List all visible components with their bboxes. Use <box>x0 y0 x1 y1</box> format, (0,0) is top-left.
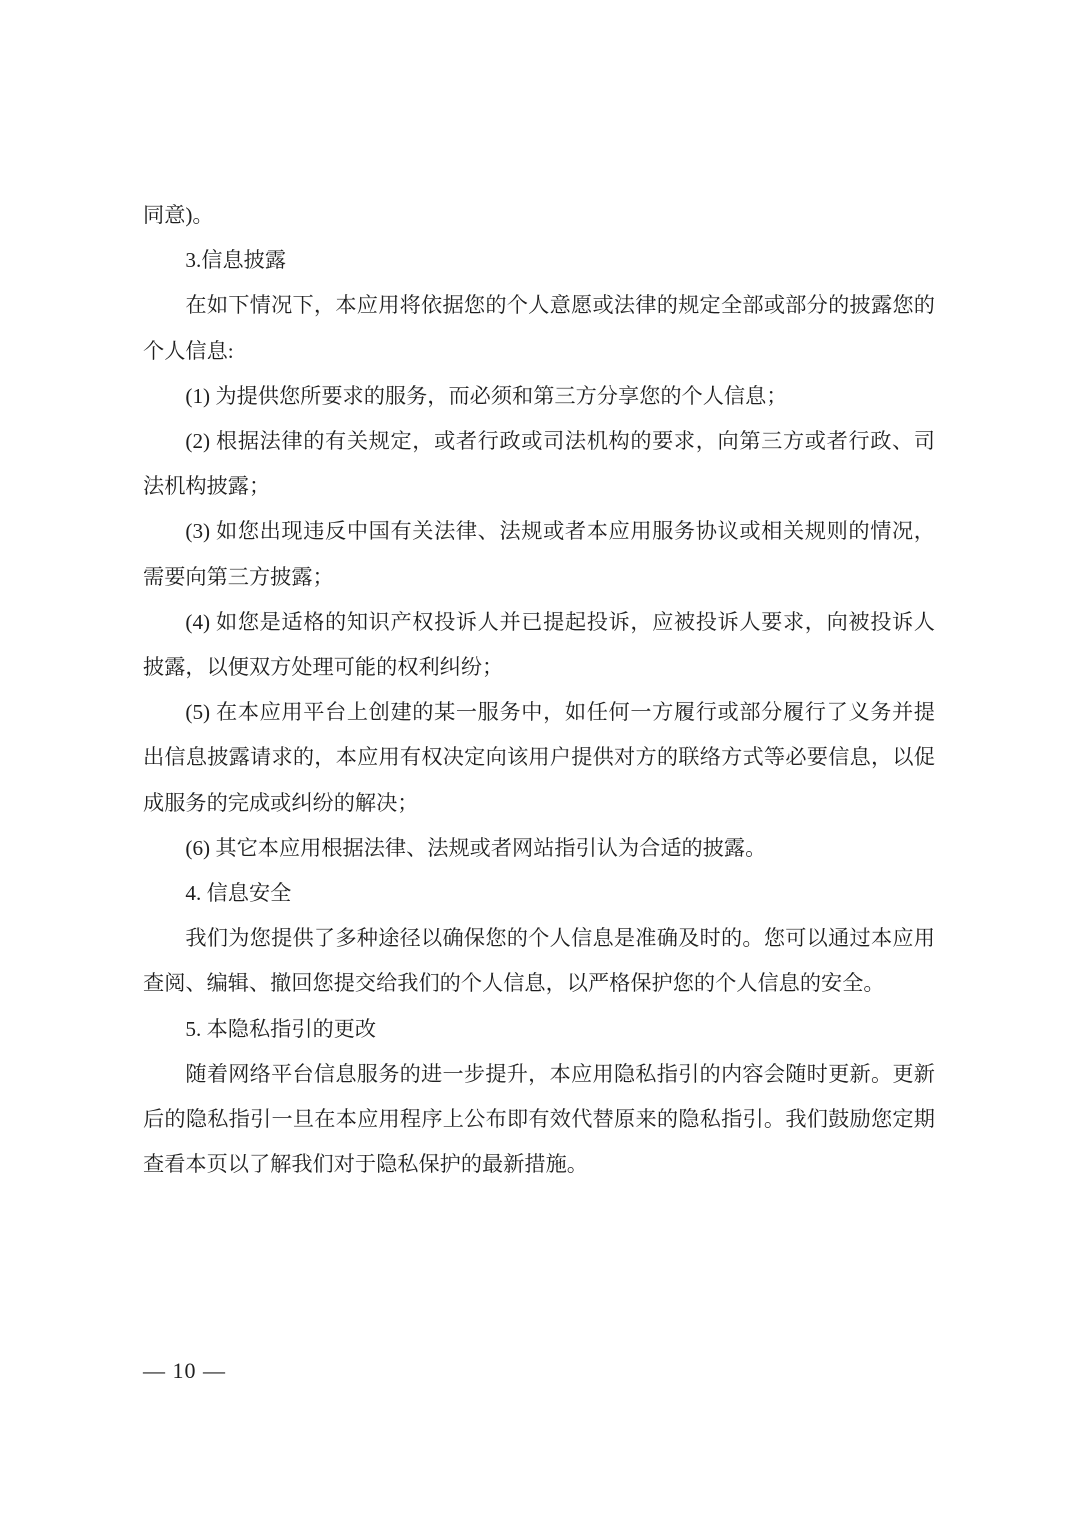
paragraph-policy-update: 随着网络平台信息服务的进一步提升，本应用隐私指引的内容会随时更新。更新后的隐私指引一旦在本应用程序上公布即有效代替原来的隐私指引。我们鼓励您定期查看本页以了解我们对于隐私保护的最新措施。 <box>143 1061 935 1177</box>
list-item-3: (3) 如您出现违反中国有关法律、法规或者本应用服务协议或相关规则的情况，需要向第三方披露； <box>143 519 935 589</box>
heading-section-4-info-security: 4. 信息安全 <box>185 881 292 906</box>
list-item-4: (4) 如您是适格的知识产权投诉人并已提起投诉，应被投诉人要求，向被投诉人披露，以便双方处理可能的权利纠纷； <box>143 609 935 680</box>
list-item-1: (1) 为提供您所要求的服务，而必须和第三方分享您的个人信息； <box>185 383 788 408</box>
list-item-5: (5) 在本应用平台上创建的某一服务中，如任何一方履行或部分履行了义务并提出信息披露请求的，本应用有权决定向该用户提供对方的联络方式等必要信息，以促成服务的完成或纠纷的解决； <box>143 700 935 815</box>
document-body <box>143 193 935 1187</box>
heading-section-5-policy-update: 5. 本隐私指引的更改 <box>185 1016 377 1041</box>
heading-section-3-info-disclosure: 3.信息披露 <box>185 248 287 273</box>
paragraph-continuation: 同意)。 <box>143 203 214 227</box>
paragraph-disclosure-intro: 在如下情况下，本应用将依据您的个人意愿或法律的规定全部或部分的披露您的个人信息: <box>143 293 935 363</box>
page-number: — 10 — <box>143 1358 226 1383</box>
list-item-2: (2) 根据法律的有关规定，或者行政或司法机构的要求，向第三方或者行政、司法机构披露； <box>143 429 935 499</box>
page-footer <box>143 1356 226 1386</box>
paragraph-info-security: 我们为您提供了多种途径以确保您的个人信息是准确及时的。您可以通过本应用查阅、编辑、撤回您提交给我们的个人信息，以严格保护您的个人信息的安全。 <box>143 926 935 996</box>
list-item-6: (6) 其它本应用根据法律、法规或者网站指引认为合适的披露。 <box>185 835 767 860</box>
